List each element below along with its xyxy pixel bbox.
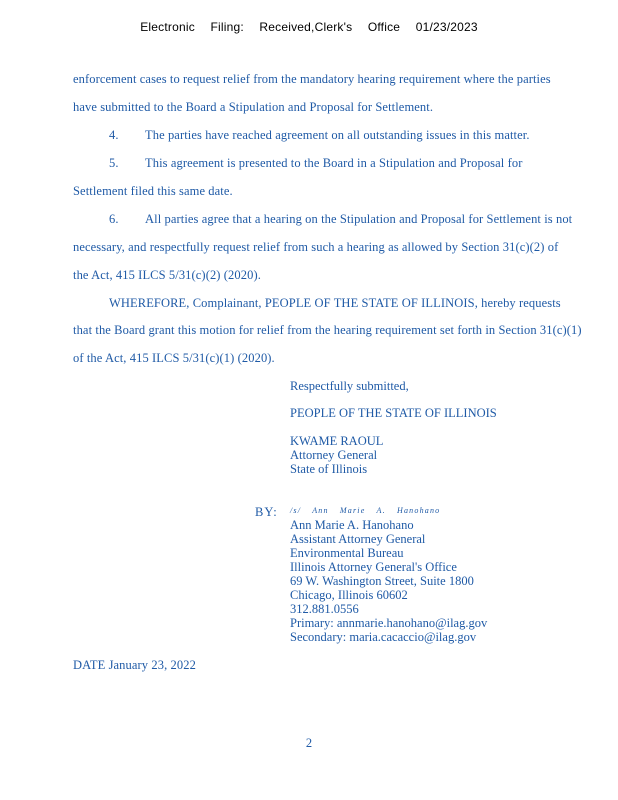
paragraph-6-continuation-1: necessary, and respectfully request relief from such a hearing as allowed by Section 31(c)(2) of <box>73 240 559 254</box>
respectfully-submitted: Respectfully submitted, <box>290 379 409 393</box>
signer-street: 69 W. Washington Street, Suite 1800 <box>290 574 474 588</box>
header-received: Received,Clerk's <box>259 20 353 34</box>
signer-name: Ann Marie A. Hanohano <box>290 518 414 532</box>
header-date: 01/23/2023 <box>415 20 478 34</box>
attorney-general-state: State of Illinois <box>290 462 368 476</box>
paragraph-4-text: The parties have reached agreement on all outstanding issues in this matter. <box>145 128 530 142</box>
paragraph-4-number: 4. <box>109 128 119 142</box>
signer-secondary-email[interactable]: Secondary: maria.cacaccio@ilag.gov <box>290 630 477 644</box>
wherefore-line-1: WHEREFORE, Complainant, PEOPLE OF THE STATE OF ILLINOIS, hereby requests <box>109 296 561 310</box>
filing-stamp-header <box>0 20 618 34</box>
paragraph-6-number: 6. <box>109 212 119 226</box>
signer-city: Chicago, Illinois 60602 <box>290 588 408 602</box>
header-office: Office <box>367 20 401 34</box>
header-electronic: Electronic <box>140 20 195 34</box>
paragraph-5-text: This agreement is presented to the Board in a Stipulation and Proposal for <box>145 156 523 170</box>
wherefore-line-2: that the Board grant this motion for relief from the hearing requirement set forth in Section 31(c)(1) <box>73 323 582 337</box>
paragraph-5 <box>109 156 522 170</box>
date-line: DATE January 23, 2022 <box>73 658 196 672</box>
signer-phone: 312.881.0556 <box>290 602 359 616</box>
wherefore-line-3: of the Act, 415 ILCS 5/31(c)(1) (2020). <box>73 351 275 365</box>
attorney-general-title: Attorney General <box>290 448 378 462</box>
header-filing: Filing: <box>210 20 244 34</box>
signer-block <box>290 518 487 644</box>
attorney-general-name: KWAME RAOUL <box>290 434 384 448</box>
by-label: BY: <box>255 505 278 519</box>
paragraph-5-continuation: Settlement filed this same date. <box>73 184 233 198</box>
paragraph-5-number: 5. <box>109 156 119 170</box>
paragraph-6 <box>109 212 572 226</box>
body-line-1: enforcement cases to request relief from the mandatory hearing requirement where the parties <box>73 72 551 86</box>
electronic-signature: /s/ Ann Marie A. Hanohano <box>290 506 441 515</box>
body-line-2: have submitted to the Board a Stipulation and Proposal for Settlement. <box>73 100 434 114</box>
signer-title: Assistant Attorney General <box>290 532 426 546</box>
attorney-general-block <box>290 434 383 476</box>
signer-bureau: Environmental Bureau <box>290 546 404 560</box>
paragraph-6-continuation-2: the Act, 415 ILCS 5/31(c)(2) (2020). <box>73 268 261 282</box>
signer-primary-email[interactable]: Primary: annmarie.hanohano@ilag.gov <box>290 616 488 630</box>
people-of-illinois: PEOPLE OF THE STATE OF ILLINOIS <box>290 406 497 420</box>
paragraph-6-text: All parties agree that a hearing on the Stipulation and Proposal for Settlement is not <box>145 212 573 226</box>
page-number: 2 <box>305 736 313 750</box>
paragraph-4 <box>109 128 530 142</box>
signer-office: Illinois Attorney General's Office <box>290 560 457 574</box>
